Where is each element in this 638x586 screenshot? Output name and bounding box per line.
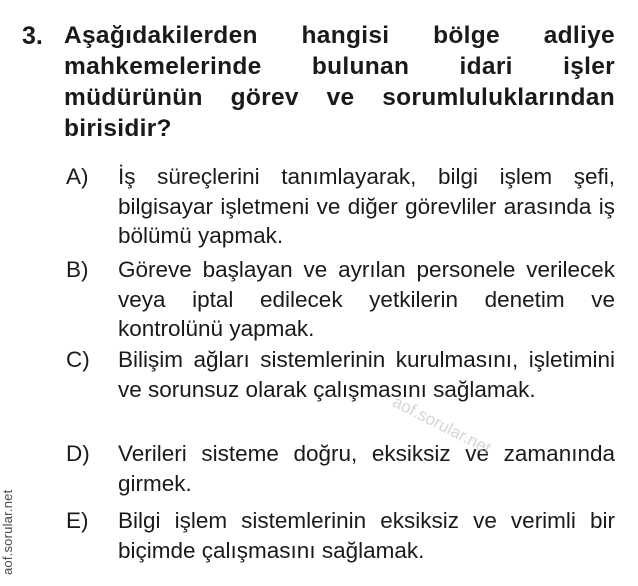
option-text: Verileri sisteme doğru, eksiksiz ve zamanında girmek. [118,441,615,496]
option-letter: C) [66,347,90,372]
question-stem: Aşağıdakilerden hangisi bölge adliye mahkemelerinde bulunan idari işler müdürünün görev ve sorumluluklarından birisidir? [64,22,615,142]
option-letter: A) [66,164,89,189]
option-text: Bilişim ağları sistemlerinin kurulmasını, işletimini ve sorunsuz olarak çalışmasını sağlamak. [118,347,615,402]
watermark-center: aof.sorular.net [389,392,495,458]
question-number: 3. [22,22,43,50]
option-letter: B) [66,257,89,282]
option-letter: D) [66,441,90,466]
option-letter: E) [66,508,89,533]
watermark-side: aof.sorular.net [0,489,15,575]
option-text: İş süreçlerini tanımlayarak, bilgi işlem şefi, bilgisayar işletmeni ve diğer görevliler arasında iş bölümü yapmak. [118,164,615,248]
option-text: Göreve başlayan ve ayrılan personele verilecek veya iptal edilecek yetkilerin denetim ve kontrolünü yapmak. [118,257,615,341]
option-text: Bilgi işlem sistemlerinin eksiksiz ve verimli bir biçimde çalışmasını sağlamak. [118,508,615,563]
